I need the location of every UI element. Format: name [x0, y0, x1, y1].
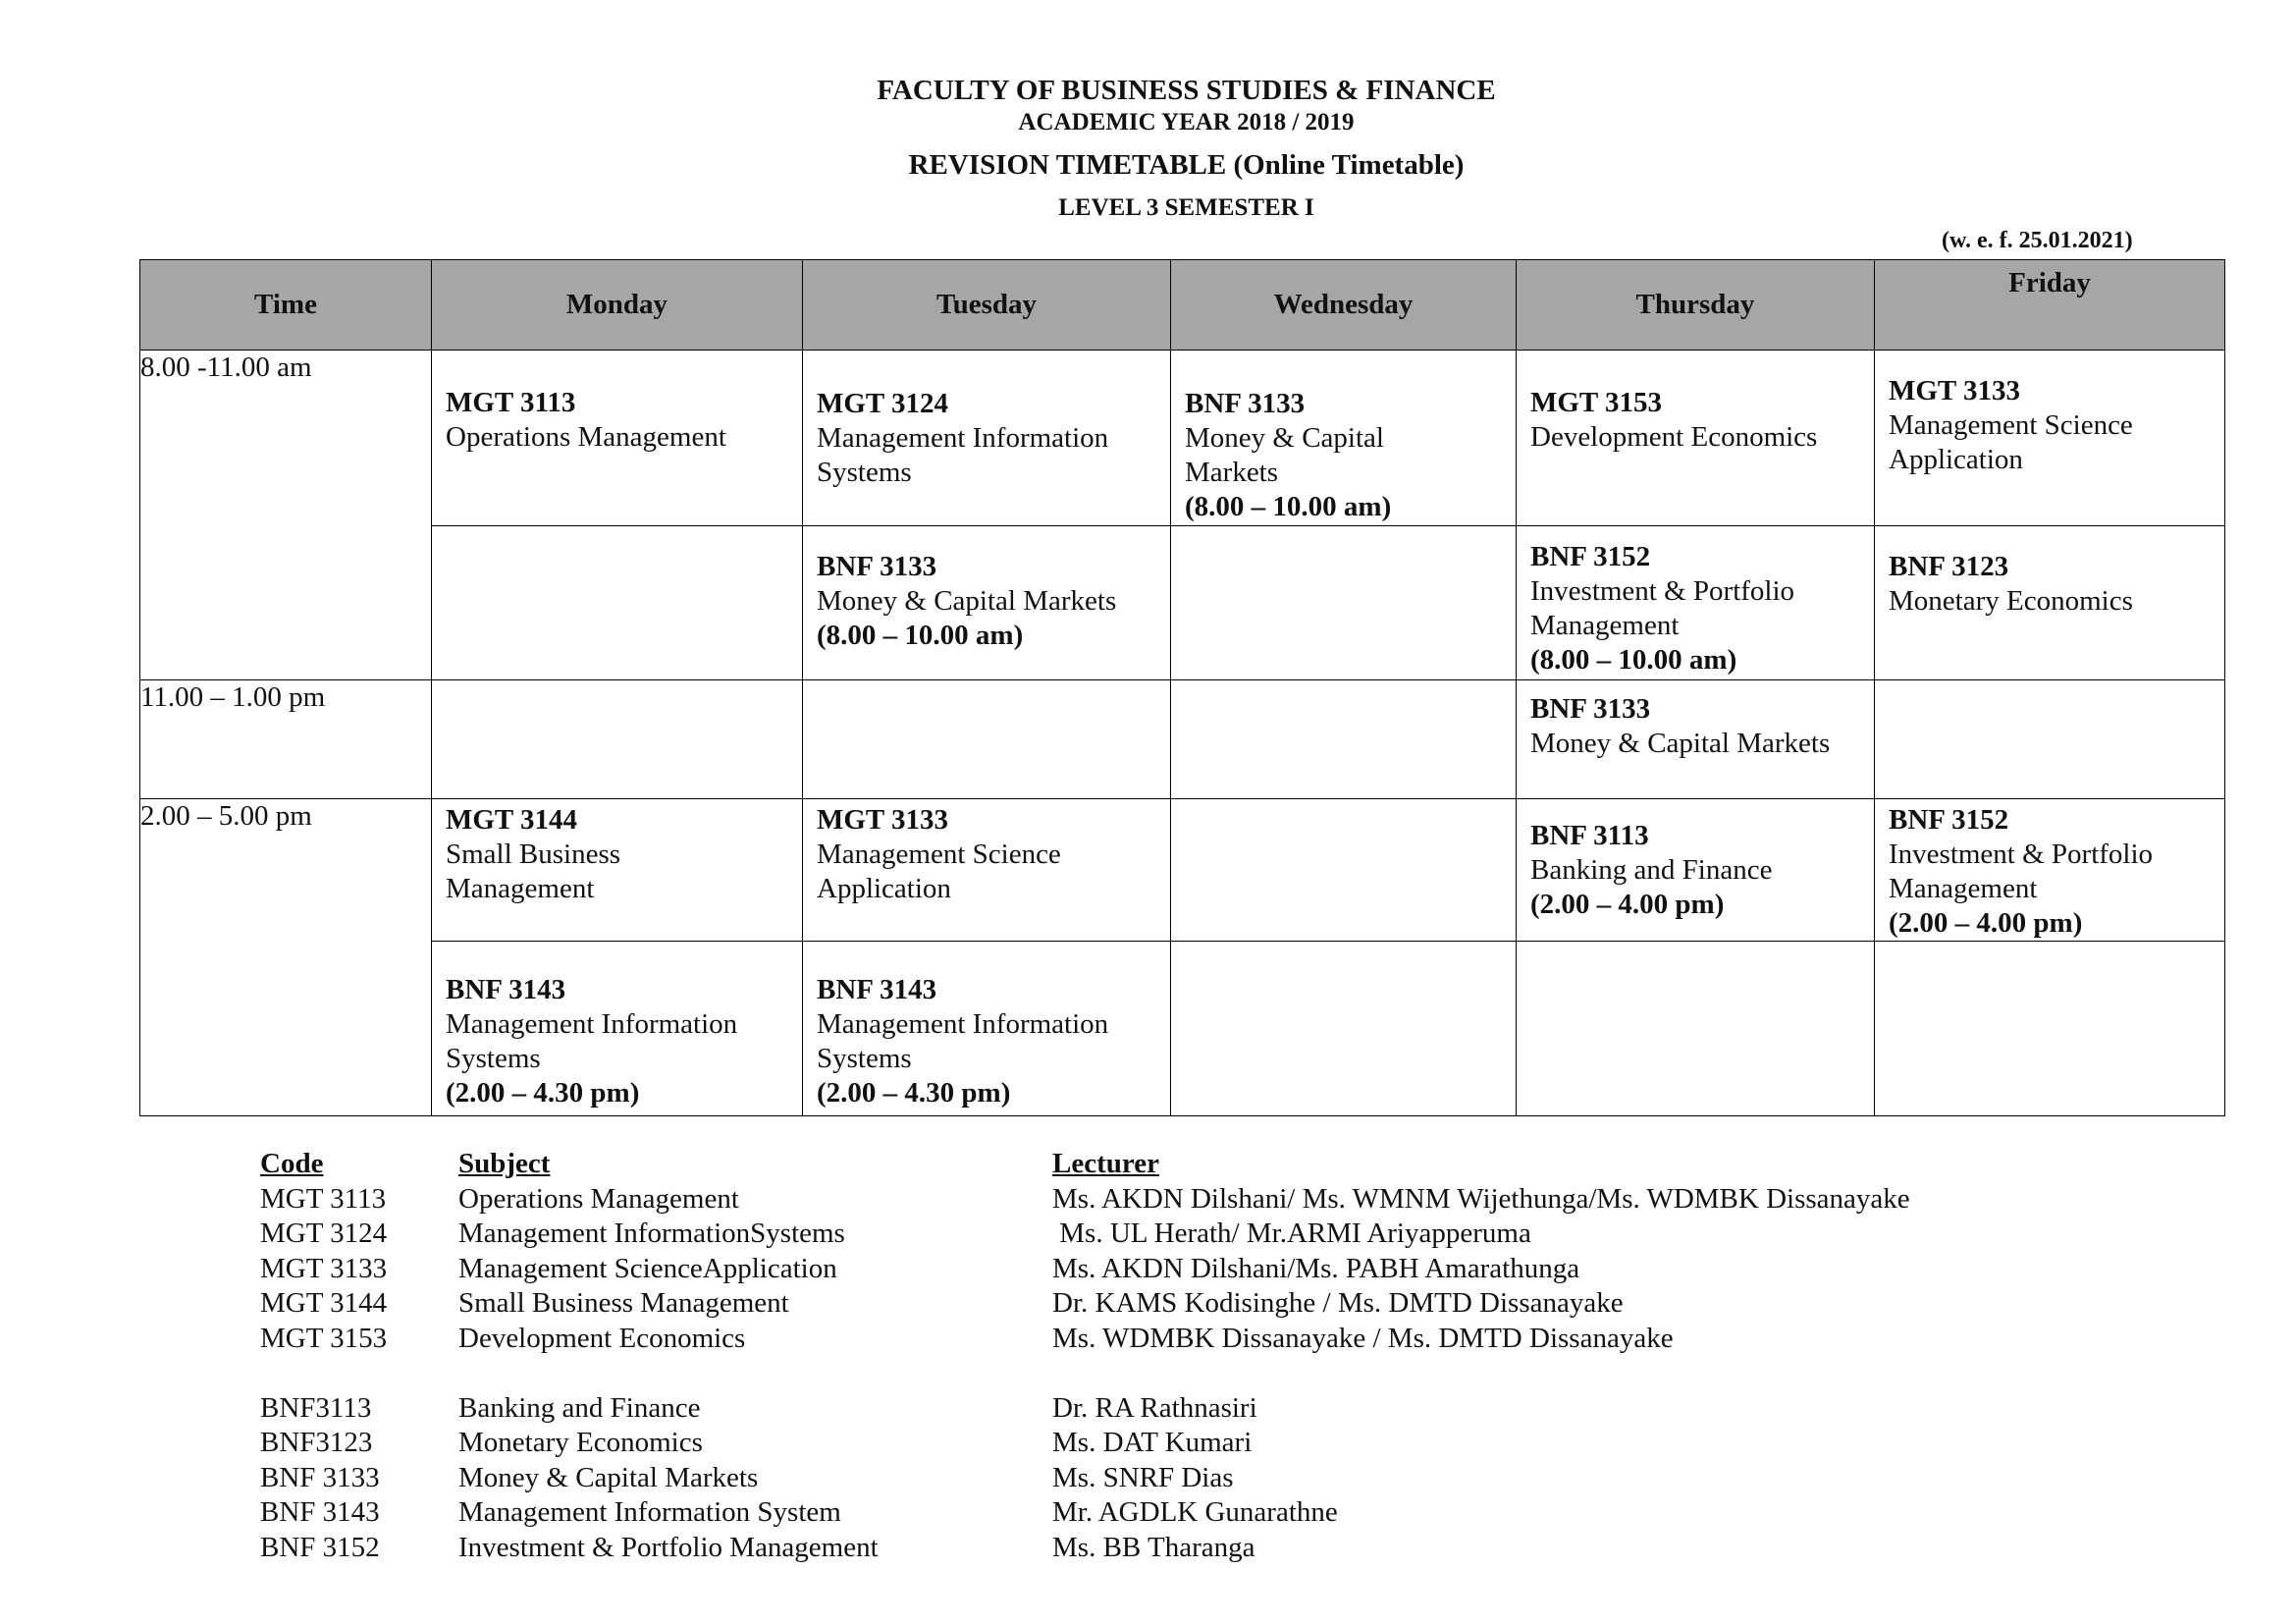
slot-thursday-afternoon-2 — [1517, 942, 1875, 1116]
course-name: Small Business Management — [446, 839, 621, 904]
slot-tuesday-morning-2 — [803, 526, 1171, 680]
slot-thursday-morning-2 — [1517, 526, 1875, 680]
legend-subject: Operations Management — [458, 1182, 739, 1215]
legend-subject: Monetary Economics — [458, 1427, 703, 1458]
slot-wednesday-afternoon-2 — [1171, 942, 1517, 1116]
course-code: BNF 3152 — [1530, 541, 1651, 572]
course-code: BNF 3133 — [1530, 693, 1651, 725]
level-semester: LEVEL 3 SEMESTER I — [1058, 194, 1314, 221]
slot-monday-afternoon-1 — [432, 799, 803, 942]
legend-header-lecturer: Lecturer — [1052, 1148, 1159, 1179]
time-slot-afternoon: 2.00 – 5.00 pm — [140, 799, 432, 1116]
legend-lecturer: Ms. BB Tharanga — [1052, 1531, 1255, 1563]
time-note: (8.00 – 10.00 am) — [1530, 644, 1737, 676]
header-wednesday: Wednesday — [1171, 260, 1517, 351]
legend-code: MGT 3113 — [260, 1182, 387, 1215]
legend-code: BNF 3133 — [260, 1461, 380, 1493]
course-name: Management Information Systems — [817, 422, 1109, 488]
course-name: Money & Capital Markets — [817, 585, 1117, 617]
legend-lecturer: Mr. AGDLK Gunarathne — [1052, 1496, 1338, 1528]
legend-lecturer: Ms. DAT Kumari — [1052, 1427, 1253, 1458]
timetable-title: REVISION TIMETABLE (Online Timetable) — [908, 149, 1465, 181]
legend-lecturer: Ms. SNRF Dias — [1052, 1461, 1234, 1493]
legend-subject: Management Information System — [458, 1496, 841, 1528]
faculty-title: FACULTY OF BUSINESS STUDIES & FINANCE — [877, 75, 1496, 106]
course-name: Management Information Systems — [446, 1008, 738, 1074]
legend-subject: Small Business Management — [458, 1287, 789, 1319]
header-row — [140, 260, 2225, 351]
course-name: Management Information Systems — [817, 1008, 1109, 1074]
time-note: (2.00 – 4.30 pm) — [446, 1077, 640, 1109]
legend-code: MGT 3144 — [260, 1287, 388, 1319]
slot-thursday-morning-1 — [1517, 351, 1875, 526]
legend-code: MGT 3133 — [260, 1252, 388, 1284]
course-code: BNF 3133 — [817, 551, 937, 582]
course-name: Management Science Application — [817, 839, 1061, 904]
legend-header-subject: Subject — [458, 1148, 551, 1179]
course-code: BNF 3143 — [446, 974, 566, 1005]
slot-thursday-midday — [1517, 680, 1875, 799]
time-note: (2.00 – 4.30 pm) — [817, 1077, 1011, 1109]
slot-monday-afternoon-2 — [432, 942, 803, 1116]
legend-lecturer: Ms. WDMBK Dissanayake / Ms. DMTD Dissanayake — [1052, 1322, 1674, 1354]
course-name: Development Economics — [1530, 421, 1818, 453]
course-name: Investment & Portfolio Management — [1889, 839, 2154, 904]
slot-tuesday-morning-1 — [803, 351, 1171, 526]
header-friday: Friday — [1875, 260, 2225, 351]
legend-lecturer: Dr. KAMS Kodisinghe / Ms. DMTD Dissanayake — [1052, 1287, 1624, 1319]
table-row — [140, 351, 2225, 526]
course-code: MGT 3153 — [1530, 387, 1662, 418]
course-name: Operations Management — [446, 421, 726, 453]
slot-monday-midday — [432, 680, 803, 799]
course-code: MGT 3124 — [817, 388, 948, 419]
course-code: BNF 3113 — [1530, 820, 1649, 851]
header-time: Time — [140, 260, 432, 351]
slot-wednesday-morning-2 — [1171, 526, 1517, 680]
academic-year: ACADEMIC YEAR 2018 / 2019 — [1018, 109, 1355, 135]
slot-wednesday-midday — [1171, 680, 1517, 799]
header-tuesday: Tuesday — [803, 260, 1171, 351]
course-code: MGT 3133 — [817, 804, 948, 836]
slot-tuesday-afternoon-2 — [803, 942, 1171, 1116]
course-code: MGT 3144 — [446, 804, 577, 836]
legend-header-code: Code — [260, 1148, 324, 1179]
course-name: Money & Capital Markets — [1185, 422, 1384, 488]
course-code: BNF 3143 — [817, 974, 937, 1005]
time-note: (2.00 – 4.00 pm) — [1530, 889, 1725, 920]
header-thursday: Thursday — [1517, 260, 1875, 351]
course-code: MGT 3113 — [446, 387, 576, 418]
course-name: Investment & Portfolio Management — [1530, 575, 1795, 641]
legend-lecturer: Dr. RA Rathnasiri — [1052, 1391, 1257, 1424]
legend-code: MGT 3124 — [260, 1218, 388, 1249]
slot-tuesday-afternoon-1 — [803, 799, 1171, 942]
legend-subject: Management InformationSystems — [458, 1218, 845, 1249]
slot-friday-morning-1 — [1875, 351, 2225, 526]
legend-code: BNF 3143 — [260, 1496, 380, 1528]
slot-monday-morning-2 — [432, 526, 803, 680]
time-slot-morning: 8.00 -11.00 am — [140, 351, 432, 680]
legend-subject: Banking and Finance — [458, 1391, 701, 1424]
time-note: (8.00 – 10.00 am) — [817, 620, 1024, 651]
legend-lecturer: Ms. AKDN Dilshani/Ms. PABH Amarathunga — [1052, 1252, 1580, 1284]
slot-friday-afternoon-1 — [1875, 799, 2225, 942]
legend-subject: Investment & Portfolio Management — [458, 1531, 879, 1563]
course-name: Management Science Application — [1889, 409, 2133, 475]
legend-code: MGT 3153 — [260, 1322, 388, 1354]
legend-lecturer: Ms. UL Herath/ Mr.ARMI Ariyapperuma — [1052, 1218, 1531, 1249]
header-monday: Monday — [432, 260, 803, 351]
course-code: BNF 3152 — [1889, 804, 2009, 836]
course-code: MGT 3133 — [1889, 375, 2020, 406]
table-row — [140, 942, 2225, 1116]
table-row — [140, 680, 2225, 799]
table-row — [140, 526, 2225, 680]
slot-friday-afternoon-2 — [1875, 942, 2225, 1116]
course-name: Banking and Finance — [1530, 854, 1773, 886]
course-code: BNF 3123 — [1889, 551, 2009, 582]
legend-code: BNF 3152 — [260, 1531, 380, 1563]
slot-wednesday-morning-1 — [1171, 351, 1517, 526]
timetable — [139, 259, 2225, 1116]
slot-wednesday-afternoon-1 — [1171, 799, 1517, 942]
time-slot-midday: 11.00 – 1.00 pm — [140, 680, 432, 799]
course-name: Monetary Economics — [1889, 585, 2133, 617]
slot-thursday-afternoon-1 — [1517, 799, 1875, 942]
slot-tuesday-midday — [803, 680, 1171, 799]
legend-subject: Money & Capital Markets — [458, 1461, 759, 1493]
slot-friday-midday — [1875, 680, 2225, 799]
legend-lecturer: Ms. AKDN Dilshani/ Ms. WMNM Wijethunga/Ms. WDMBK Dissanayake — [1052, 1182, 1910, 1215]
legend-subject: Development Economics — [458, 1322, 746, 1354]
course-name: Money & Capital Markets — [1530, 728, 1831, 759]
legend-subject: Management ScienceApplication — [458, 1252, 837, 1284]
slot-friday-morning-2 — [1875, 526, 2225, 680]
time-note: (8.00 – 10.00 am) — [1185, 491, 1392, 522]
table-row — [140, 799, 2225, 942]
legend-code: BNF3123 — [260, 1427, 373, 1458]
legend-code: BNF3113 — [260, 1391, 372, 1424]
slot-monday-morning-1 — [432, 351, 803, 526]
effective-date: (w. e. f. 25.01.2021) — [1942, 228, 2133, 253]
time-note: (2.00 – 4.00 pm) — [1889, 907, 2083, 939]
course-code: BNF 3133 — [1185, 388, 1306, 419]
